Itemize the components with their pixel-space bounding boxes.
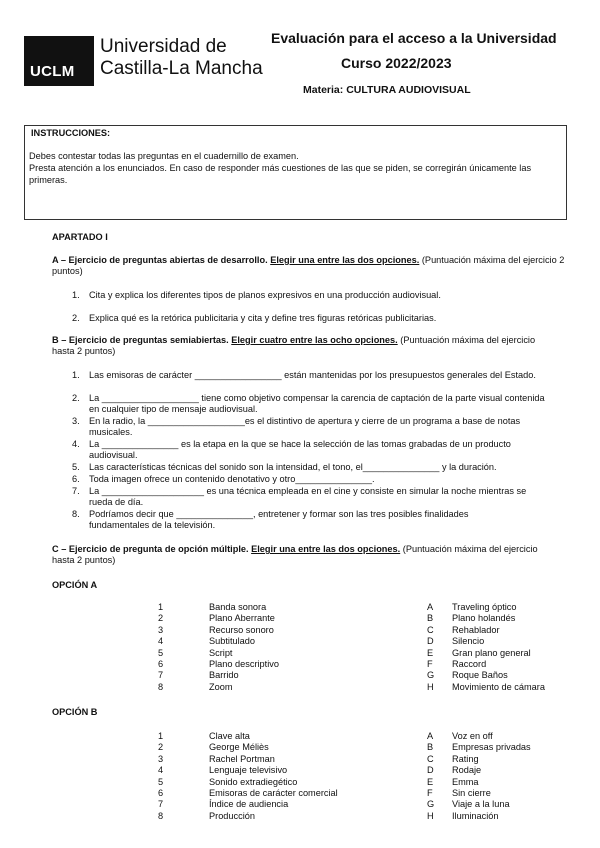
row-term: Emisoras de carácter comercial [209,788,338,798]
section-title: APARTADO I [52,232,108,242]
subject-value: CULTURA AUDIOVISUAL [346,84,471,96]
row-number: 8 [158,810,164,821]
row-letter: E [427,776,434,787]
instructions-line2: Presta atención a los enunciados. En caso de responder más cuestiones de las que se piden, se corregirán únicamente las primeras. [29,163,532,186]
option-a-title: OPCIÓN A [52,580,98,590]
part-b-q8-number: 8. [72,509,80,519]
row-match: Rehablador [452,624,500,635]
part-b-choose: Elegir cuatro entre las ocho opciones. [231,335,398,345]
part-b-title: B – Ejercicio de preguntas semiabiertas. [52,335,229,345]
logo-acronym: UCLM [30,63,75,80]
row-letter: B [427,613,434,624]
row-match: Sin cierre [452,788,491,798]
row-number: 4 [158,765,164,776]
row-match: Plano holandés [452,613,516,624]
row-number: 3 [158,624,164,635]
part-b-heading [52,335,552,358]
part-a-title: A – Ejercicio de preguntas abiertas de desarrollo. [52,255,268,265]
row-letter: B [427,742,434,753]
exam-course: Curso 2022/2023 [341,55,452,71]
row-letter: G [427,799,435,810]
subject-line [303,84,471,96]
part-a-q2-number: 2. [72,313,80,323]
row-match: Rating [452,753,479,764]
university-name-line1: Universidad de [100,36,227,57]
row-number: 4 [158,636,164,647]
instructions-title: INSTRUCCIONES: [31,128,111,138]
row-match: Traveling óptico [452,602,517,612]
row-term: Recurso sonoro [209,624,274,635]
row-letter: H [427,681,434,692]
row-number: 1 [158,602,164,612]
row-term: Barrido [209,670,239,681]
row-term: Plano descriptivo [209,659,279,669]
row-term: Clave alta [209,731,250,741]
row-match: Emma [452,776,479,787]
row-letter: F [427,659,433,669]
row-term: Script [209,647,233,658]
part-b-q7-text: La ____________________ es una técnica empleada en el cine y consiste en simular la noche mientras se rueda de día. [89,486,527,508]
university-name [100,36,263,80]
part-a-score: (Puntuación máxima del ejercicio 2 puntos) [52,255,565,277]
row-letter: D [427,765,434,776]
row-number: 6 [158,788,164,798]
row-letter: F [427,788,433,798]
row-match: Rodaje [452,765,482,776]
part-b-q7-number: 7. [72,486,80,496]
row-number: 2 [158,742,164,753]
row-match: Roque Baños [452,670,508,681]
row-letter: D [427,636,434,647]
row-match: Raccord [452,659,487,669]
row-match: Iluminación [452,810,499,821]
row-number: 5 [158,776,164,787]
part-b-score: (Puntuación máxima del ejercicio hasta 2 puntos) [52,335,536,357]
row-number: 2 [158,613,164,624]
row-term: Lenguaje televisivo [209,765,288,776]
part-b-q2-text: La ___________________ tiene como objetivo compensar la carencia de captación de la parte visual contenida en cualquier tipo de mensaje audiovisual. [89,393,545,415]
row-letter: E [427,647,434,658]
part-c-title: C – Ejercicio de pregunta de opción múltiple. [52,544,249,554]
part-b-q5-text: Las características técnicas del sonido son la intensidad, el tono, el_______________ y la duración. [89,462,497,472]
part-c-score: (Puntuación máxima del ejercicio hasta 2 puntos) [52,544,538,566]
row-match: Movimiento de cámara [452,681,545,692]
row-term: Subtitulado [209,636,255,647]
row-term: Zoom [209,681,233,692]
row-letter: A [427,602,434,612]
part-b-q6-text: Toda imagen ofrece un contenido denotativo y otro_______________. [89,474,375,484]
row-term: George Méliès [209,742,269,753]
row-term: Producción [209,810,255,821]
row-match: Gran plano general [452,647,531,658]
part-b-q3-number: 3. [72,416,80,426]
row-match: Voz en off [452,731,493,741]
row-match: Viaje a la luna [452,799,510,810]
part-a-q1-text: Cita y explica los diferentes tipos de planos expresivos en una producción audiovisual. [89,290,441,300]
row-letter: A [427,731,434,741]
row-letter: G [427,670,435,681]
instructions-line1: Debes contestar todas las preguntas en el cuadernillo de examen. [29,151,299,161]
part-b-q4-number: 4. [72,439,80,449]
exam-title: Evaluación para el acceso a la Universidad [271,30,557,46]
instructions-body [29,150,559,187]
row-number: 7 [158,799,164,810]
row-number: 7 [158,670,164,681]
row-letter: H [427,810,434,821]
part-c-heading [52,544,552,567]
row-term: Plano Aberrante [209,613,275,624]
option-b-title: OPCIÓN B [52,707,98,717]
part-b-q6-number: 6. [72,474,80,484]
row-number: 1 [158,731,164,741]
row-match: Empresas privadas [452,742,531,753]
row-term: Rachel Portman [209,753,275,764]
row-number: 5 [158,647,164,658]
university-name-line2: Castilla-La Mancha [100,58,263,79]
part-b-q5-number: 5. [72,462,80,472]
uclm-logo [24,36,266,86]
instructions-box [24,125,567,220]
part-a-q2-text: Explica qué es la retórica publicitaria y cita y define tres figuras retóricas publicitarias. [89,313,437,323]
part-b-q1-number: 1. [72,370,80,380]
part-b-q4-text: La _______________ es la etapa en la que se hace la selección de las tomas grabadas de un producto audiovisual. [89,439,511,461]
row-number: 8 [158,681,164,692]
row-term: Índice de audiencia [209,799,289,810]
row-number: 6 [158,659,164,669]
row-letter: C [427,753,434,764]
row-match: Silencio [452,636,485,647]
row-term: Banda sonora [209,602,267,612]
part-a-q1-number: 1. [72,290,80,300]
part-c-choose: Elegir una entre las dos opciones. [251,544,401,554]
part-b-q8-text: Podríamos decir que _______________, entretener y formar son las tres posibles finalidades fundamentales de la televisión. [89,509,469,531]
subject-label: Materia: [303,84,344,96]
part-b-q3-text: En la radio, la ___________________es el distintivo de apertura y cierre de un programa a base de notas musicales. [89,416,521,438]
part-a-heading [52,255,570,278]
row-term: Sonido extradiegético [209,776,298,787]
row-letter: C [427,624,434,635]
part-b-q1-text: Las emisoras de carácter _________________ están mantenidas por los presupuestos generales del Estado. [89,370,536,380]
part-a-choose: Elegir una entre las dos opciones. [270,255,420,265]
logo-badge [24,36,94,86]
part-b-q2-number: 2. [72,393,80,403]
row-number: 3 [158,753,164,764]
